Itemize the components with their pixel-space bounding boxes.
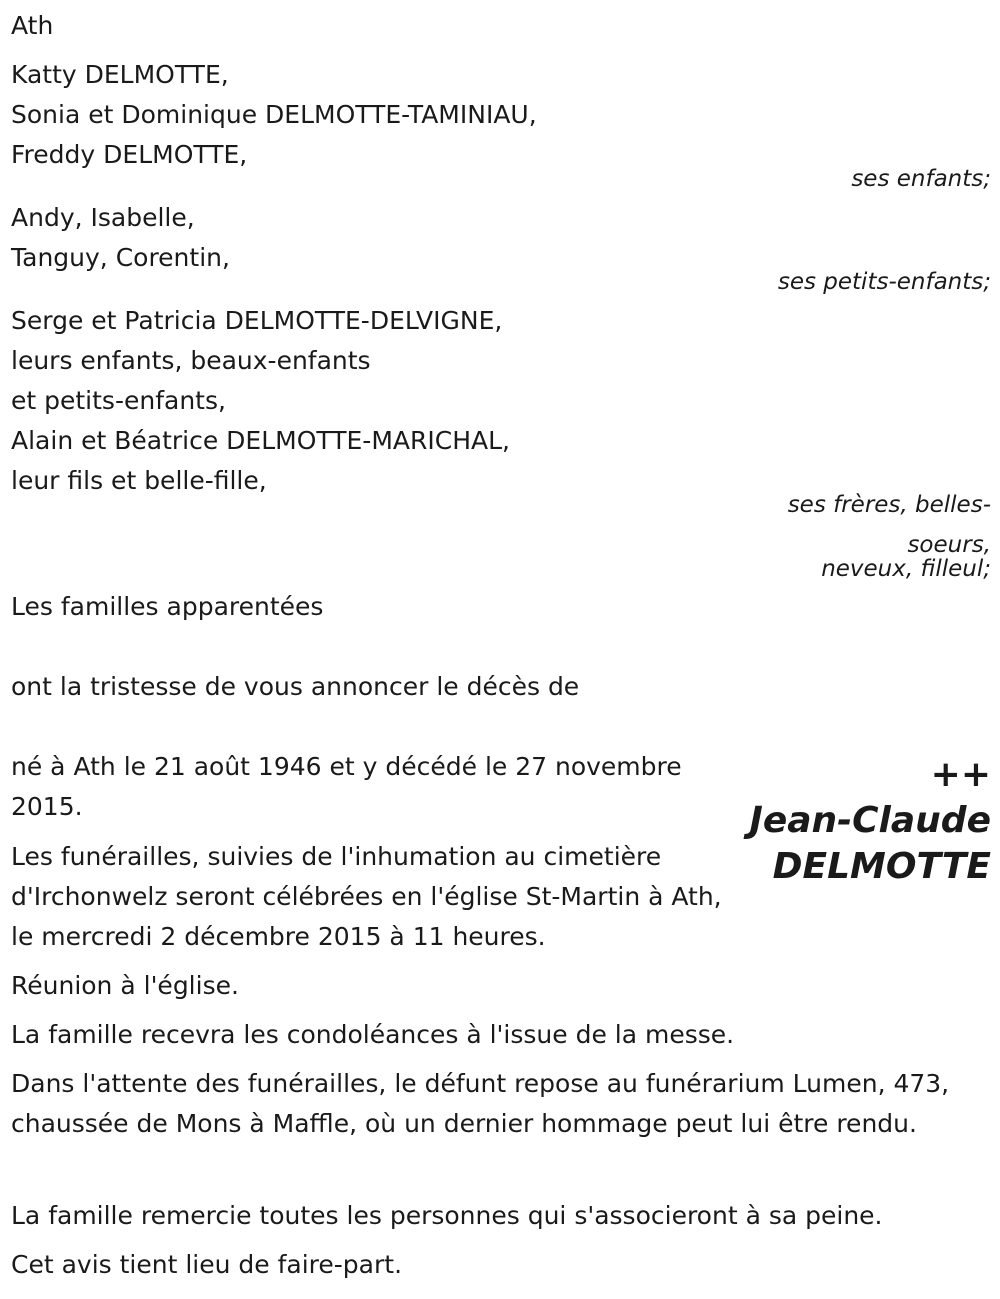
deceased-first-name: Jean-Claude bbox=[749, 800, 991, 841]
funerarium-info: Dans l'attente des funérailles, le défunt repose au funérarium Lumen, 473, chaussée de Mons à Maffle, où un dernier hommage peut lui être rendu. bbox=[11, 1069, 950, 1138]
sibling-line: Serge et Patricia DELMOTTE-DELVIGNE, bbox=[11, 306, 503, 335]
siblings-relation-line: neveux, filleul; bbox=[821, 556, 991, 582]
birth-death-info: né à Ath le 21 août 1946 et y décédé le 27 novembre 2015. bbox=[11, 752, 682, 821]
sibling-line: leur fils et belle-fille, bbox=[11, 466, 267, 495]
siblings-relation-line: ses frères, belles- bbox=[787, 492, 991, 518]
deceased-mark: ++ bbox=[930, 754, 991, 795]
child-name: Sonia et Dominique DELMOTTE-TAMINIAU, bbox=[11, 100, 537, 129]
siblings-relation-line: soeurs, bbox=[907, 532, 991, 558]
deceased-last-name: DELMOTTE bbox=[772, 846, 991, 887]
deceased-name-block bbox=[749, 752, 991, 890]
meeting-info: Réunion à l'église. bbox=[11, 971, 239, 1000]
location: Ath bbox=[11, 11, 54, 40]
funeral-info: Les funérailles, suivies de l'inhumation au cimetière d'Irchonwelz seront célébrées en l'église St-Martin à Ath, le mercredi 2 décembre 2015 à 11 heures. bbox=[11, 842, 722, 951]
children-relation: ses enfants; bbox=[851, 166, 991, 192]
related-families: Les familles apparentées bbox=[11, 592, 324, 621]
sibling-line: leurs enfants, beaux-enfants bbox=[11, 346, 371, 375]
grandchild-name: Andy, Isabelle, bbox=[11, 203, 195, 232]
thanks-info: La famille remercie toutes les personnes qui s'associeront à sa peine. bbox=[11, 1201, 883, 1230]
notice-info: Cet avis tient lieu de faire-part. bbox=[11, 1250, 403, 1279]
sibling-line: Alain et Béatrice DELMOTTE-MARICHAL, bbox=[11, 426, 510, 455]
child-name: Freddy DELMOTTE, bbox=[11, 140, 248, 169]
sibling-line: et petits-enfants, bbox=[11, 386, 226, 415]
condolences-info: La famille recevra les condoléances à l'issue de la messe. bbox=[11, 1020, 735, 1049]
grandchild-name: Tanguy, Corentin, bbox=[11, 243, 230, 272]
child-name: Katty DELMOTTE, bbox=[11, 60, 229, 89]
announcement: ont la tristesse de vous annoncer le décès de bbox=[11, 672, 580, 701]
grandchildren-relation: ses petits-enfants; bbox=[777, 269, 991, 295]
